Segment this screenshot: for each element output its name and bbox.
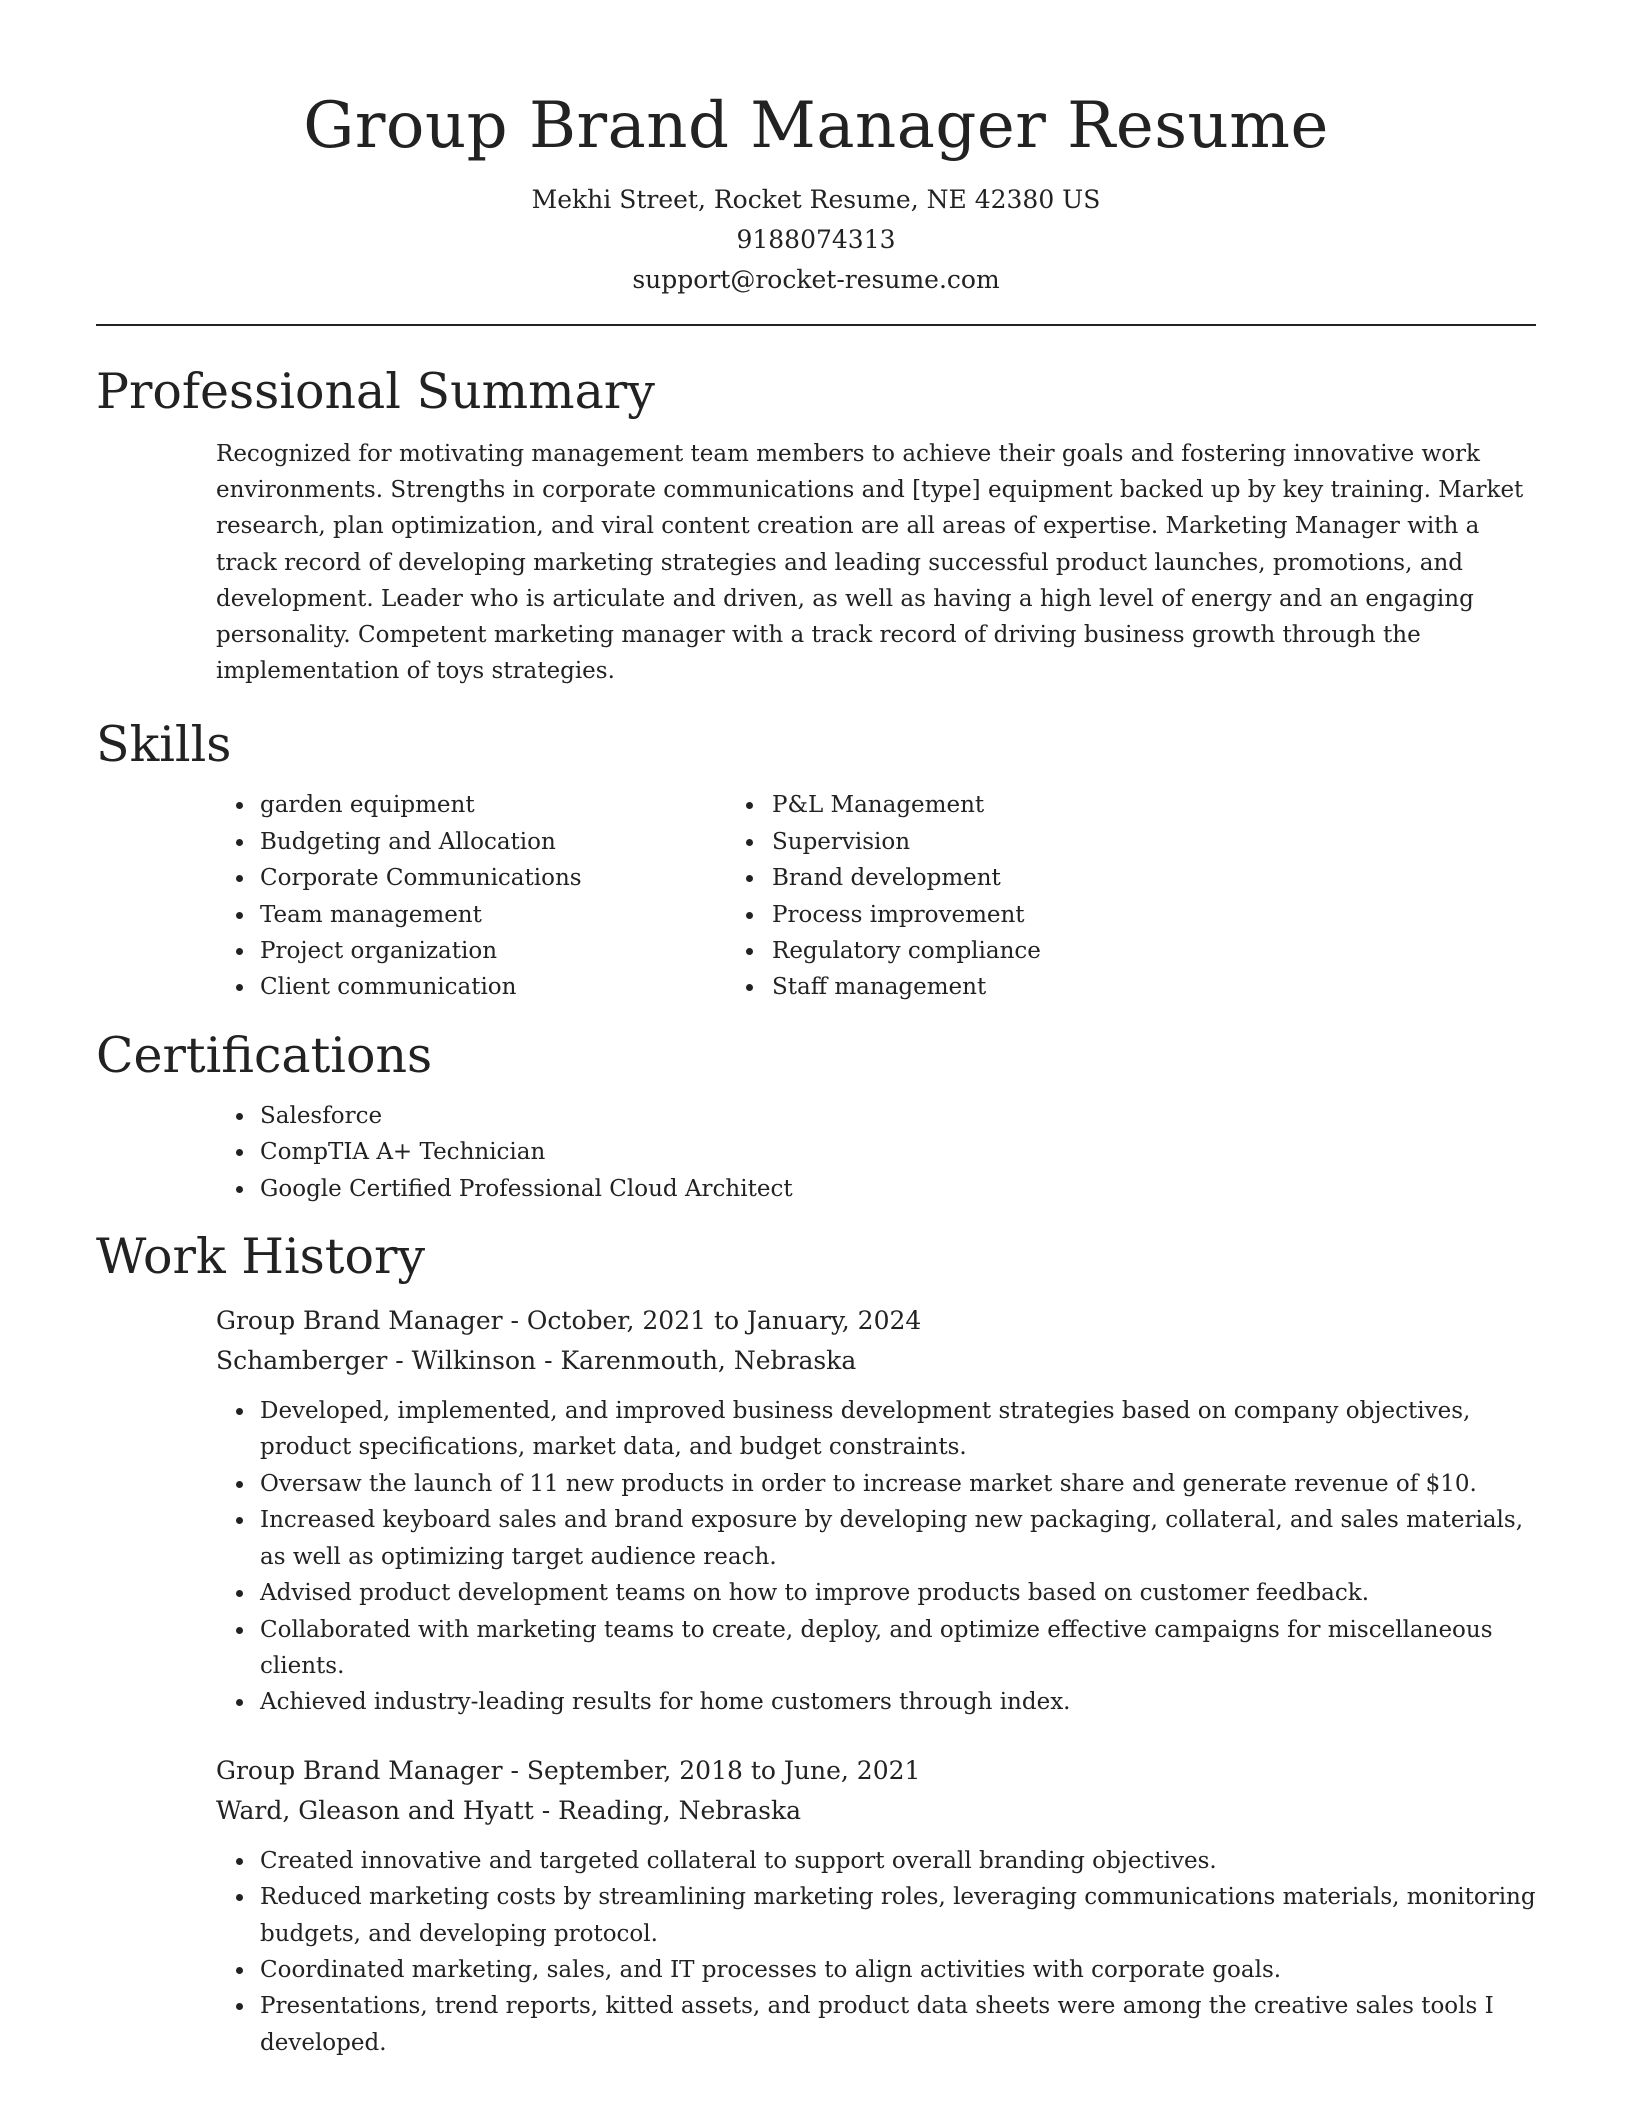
contact-block <box>96 180 1536 300</box>
skill-item: Budgeting and Allocation <box>96 824 746 860</box>
certifications-heading: Certifications <box>96 1026 433 1084</box>
job-bullet: Advised product development teams on how to improve products based on customer feedback. <box>96 1575 1536 1611</box>
skill-item: Team management <box>96 897 746 933</box>
certification-item: Google Certified Professional Cloud Architect <box>96 1171 1536 1207</box>
job-bullet: Oversaw the launch of 11 new products in order to increase market share and generate revenue of $10. <box>96 1466 1536 1502</box>
contact-phone: 9188074313 <box>736 225 896 254</box>
job-bullet: Reduced marketing costs by streamlining marketing roles, leveraging communications materials, monitoring budgets, and developing protocol. <box>96 1879 1536 1952</box>
job-bullet: Achieved industry-leading results for home customers through index. <box>96 1684 1536 1720</box>
job-company-line: Schamberger - Wilkinson - Karenmouth, Nebraska <box>216 1346 857 1376</box>
skill-item: Supervision <box>772 824 1041 860</box>
certification-item: CompTIA A+ Technician <box>96 1134 1536 1170</box>
certification-item: Salesforce <box>96 1098 1536 1134</box>
resume-title: Group Brand Manager Resume <box>303 89 1329 163</box>
contact-address: Mekhi Street, Rocket Resume, NE 42380 US <box>531 185 1101 214</box>
skill-item: Staff management <box>772 969 1041 1005</box>
job-title-line: Group Brand Manager - September, 2018 to June, 2021 <box>216 1755 921 1785</box>
job-entry <box>216 1751 1536 2061</box>
job-bullets <box>96 1843 1536 2061</box>
job-company-line: Ward, Gleason and Hyatt - Reading, Nebraska <box>216 1795 802 1825</box>
job-bullet: Created innovative and targeted collateral to support overall branding objectives. <box>96 1843 1536 1879</box>
contact-email: support@rocket-resume.com <box>632 265 1000 294</box>
skill-item: Client communication <box>96 969 746 1005</box>
job-bullet: Coordinated marketing, sales, and IT processes to align activities with corporate goals. <box>96 1952 1536 1988</box>
skill-item: Process improvement <box>772 897 1041 933</box>
certifications-list <box>96 1098 1536 1207</box>
job-bullets <box>96 1393 1536 1721</box>
job-bullet: Presentations, trend reports, kitted assets, and product data sheets were among the creative sales tools I developed. <box>96 1988 1536 2061</box>
summary-heading: Professional Summary <box>96 363 655 420</box>
header-divider <box>96 324 1536 326</box>
job-bullet: Developed, implemented, and improved business development strategies based on company objectives, product specifications, market data, and budget constraints. <box>96 1393 1536 1466</box>
skill-item: P&L Management <box>772 787 1041 823</box>
skill-item: Corporate Communications <box>96 860 746 896</box>
job-bullet: Increased keyboard sales and brand exposure by developing new packaging, collateral, and sales materials, as well as optimizing target audience reach. <box>96 1502 1536 1575</box>
job-entry <box>216 1301 1536 1721</box>
resume-header <box>96 80 1536 300</box>
skills-list-left <box>96 787 746 1005</box>
skills-grid <box>96 787 1536 1005</box>
skill-item: garden equipment <box>96 787 746 823</box>
summary-text: Recognized for motivating management team members to achieve their goals and fostering innovative work environments. Strengths in corporate communications and [type] equipment backed up by key training. Market research, plan optimization, and viral content creation are all areas of expertise. Marketing Manager with a track record of developing marketing strategies and leading successful product launches, promotions, and development. Leader who is articulate and driven, as well as having a high level of energy and an engaging personality. Competent marketing manager with a track record of driving business growth through the implementation of toys strategies. <box>216 441 1524 685</box>
work-history-heading: Work History <box>96 1228 426 1286</box>
job-title-line: Group Brand Manager - October, 2021 to January, 2024 <box>216 1306 922 1336</box>
job-bullet: Collaborated with marketing teams to create, deploy, and optimize effective campaigns for miscellaneous clients. <box>96 1612 1536 1685</box>
skill-item: Brand development <box>772 860 1041 896</box>
skills-list-right <box>746 787 1041 1005</box>
skill-item: Project organization <box>96 933 746 969</box>
skills-heading: Skills <box>96 716 232 774</box>
skill-item: Regulatory compliance <box>772 933 1041 969</box>
